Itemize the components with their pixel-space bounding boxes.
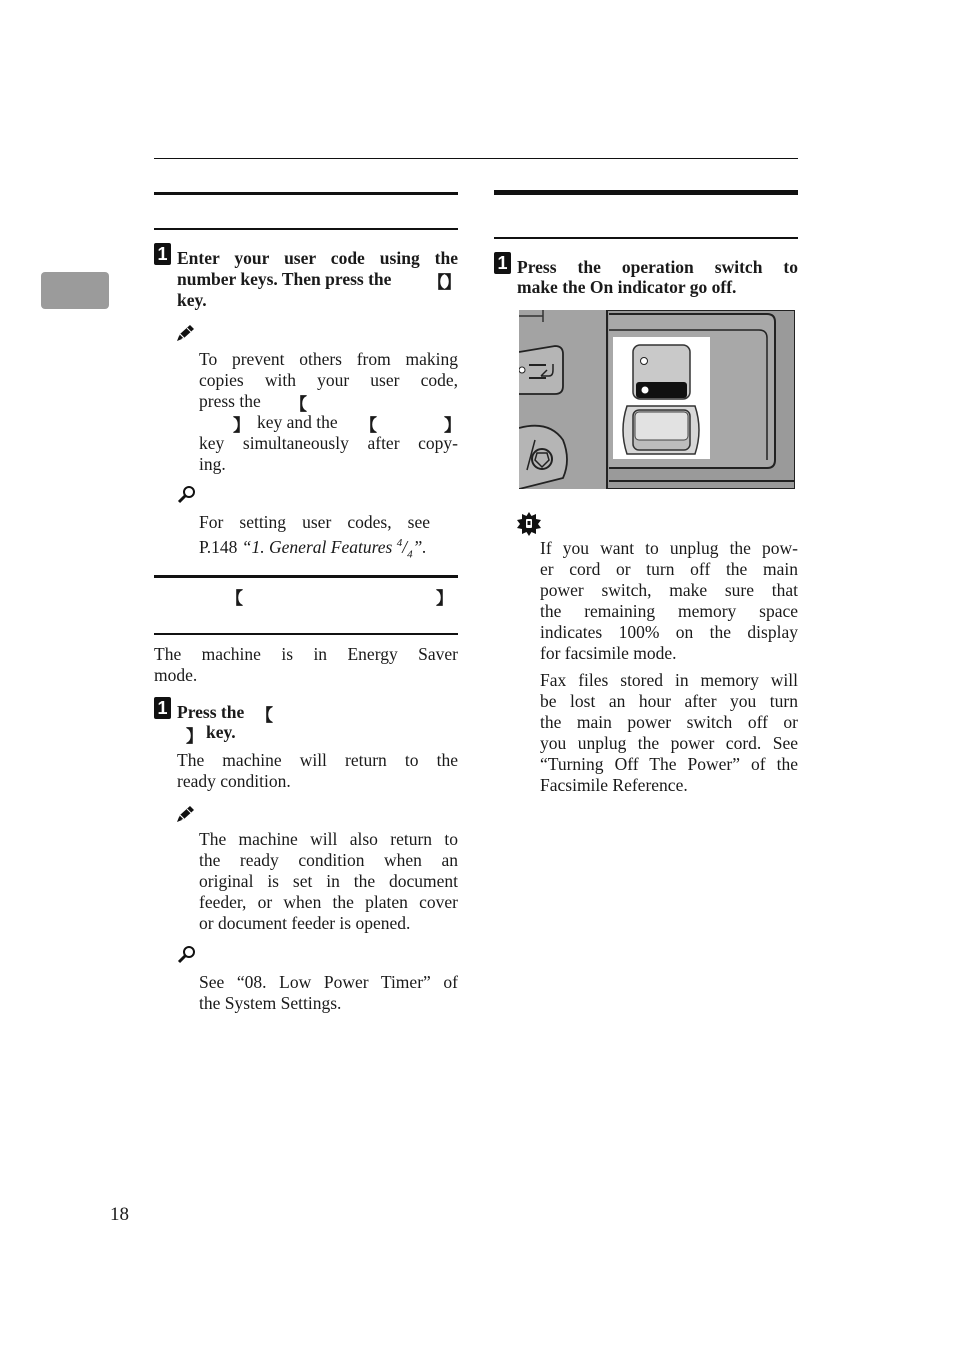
step-number: 1	[494, 252, 511, 274]
key-bracket-close: 】	[233, 416, 250, 436]
important-line: er cord or turn off the main	[540, 559, 798, 579]
important-line: “Turning Off The Power” of the	[540, 754, 798, 774]
step-text-line: key.	[206, 722, 236, 742]
note-line: copies with your user code,	[199, 370, 458, 390]
pencil-note-icon	[176, 805, 196, 823]
reference-line: the System Settings.	[199, 993, 342, 1013]
note-line: the ready condition when an	[199, 850, 458, 870]
key-bracket-open: 【	[290, 395, 307, 415]
intro-line: The machine is in Energy Saver	[154, 644, 458, 664]
body-line: The machine will return to the	[177, 750, 458, 770]
important-line: Facsimile Reference.	[540, 775, 688, 795]
body-line: ready condition.	[177, 771, 291, 791]
note-line: original is set in the document	[199, 871, 458, 891]
section-rule-bottom	[154, 633, 458, 635]
important-line: the remaining memory space	[540, 601, 798, 621]
magnifier-icon	[177, 945, 197, 965]
step-number: 1	[154, 243, 171, 265]
important-line: power switch, make sure that	[540, 580, 798, 600]
important-line: indicates 100% on the display	[540, 622, 798, 642]
header-rule	[154, 158, 798, 159]
intro-line: mode.	[154, 665, 198, 685]
important-line: be lost an hour after you turn	[540, 691, 798, 711]
chapter-tab	[41, 272, 109, 309]
important-line: Fax files stored in memory will	[540, 670, 798, 690]
note-line: ing.	[199, 454, 226, 474]
pencil-note-icon	[176, 324, 196, 342]
important-line: If you want to unplug the pow-	[540, 538, 798, 558]
note-line: key simultaneously after copy-	[199, 433, 458, 453]
reference-line: P.148 “1. General Features $^4/_4$”.	[199, 536, 427, 561]
note-line: key and the	[257, 412, 338, 432]
section-rule-bottom	[154, 228, 458, 230]
section-rule-top	[154, 575, 458, 578]
page-number: 18	[110, 1204, 129, 1225]
note-line: feeder, or when the platen cover	[199, 892, 458, 912]
note-line: To prevent others from making	[199, 349, 458, 369]
reference-line: For setting user codes, see	[199, 512, 430, 532]
step-text-line: Press the operation switch to	[517, 257, 798, 277]
step-text-line: key.	[177, 290, 207, 310]
key-bracket-close: 】	[186, 727, 203, 747]
important-paragraph-1	[540, 538, 798, 664]
key-bracket-open: 【	[256, 706, 273, 726]
section-rule-bottom	[494, 237, 798, 239]
important-line: the main power switch off or	[540, 712, 798, 732]
note-line: press the	[199, 391, 261, 411]
reference-line: See “08. Low Power Timer” of	[199, 972, 458, 992]
operation-switch-illustration	[519, 310, 795, 489]
step-text-line: number keys. Then press the	[177, 269, 392, 289]
important-line: for facsimile mode.	[540, 643, 677, 663]
key-bracket-open: 【	[428, 273, 445, 293]
important-line: you unplug the power cord. See	[540, 733, 798, 753]
key-bracket-close: 】	[444, 273, 461, 293]
step-text-line: Press the	[177, 702, 245, 722]
key-bracket-close: 】	[436, 589, 453, 609]
step-text-line: Enter your user code using the	[177, 248, 458, 268]
note-line: The machine will also return to	[199, 829, 458, 849]
section-rule-top	[154, 192, 458, 195]
key-bracket-close: 】	[444, 416, 461, 436]
key-bracket-open: 【	[360, 416, 377, 436]
step-number: 1	[154, 697, 171, 719]
step-text-line: make the On indicator go off.	[517, 277, 737, 297]
important-icon	[517, 512, 541, 536]
important-paragraph-2	[540, 670, 798, 796]
note-line: or document feeder is opened.	[199, 913, 411, 933]
magnifier-icon	[177, 485, 197, 505]
section-rule-top	[494, 190, 798, 195]
key-bracket-open: 【	[226, 589, 243, 609]
